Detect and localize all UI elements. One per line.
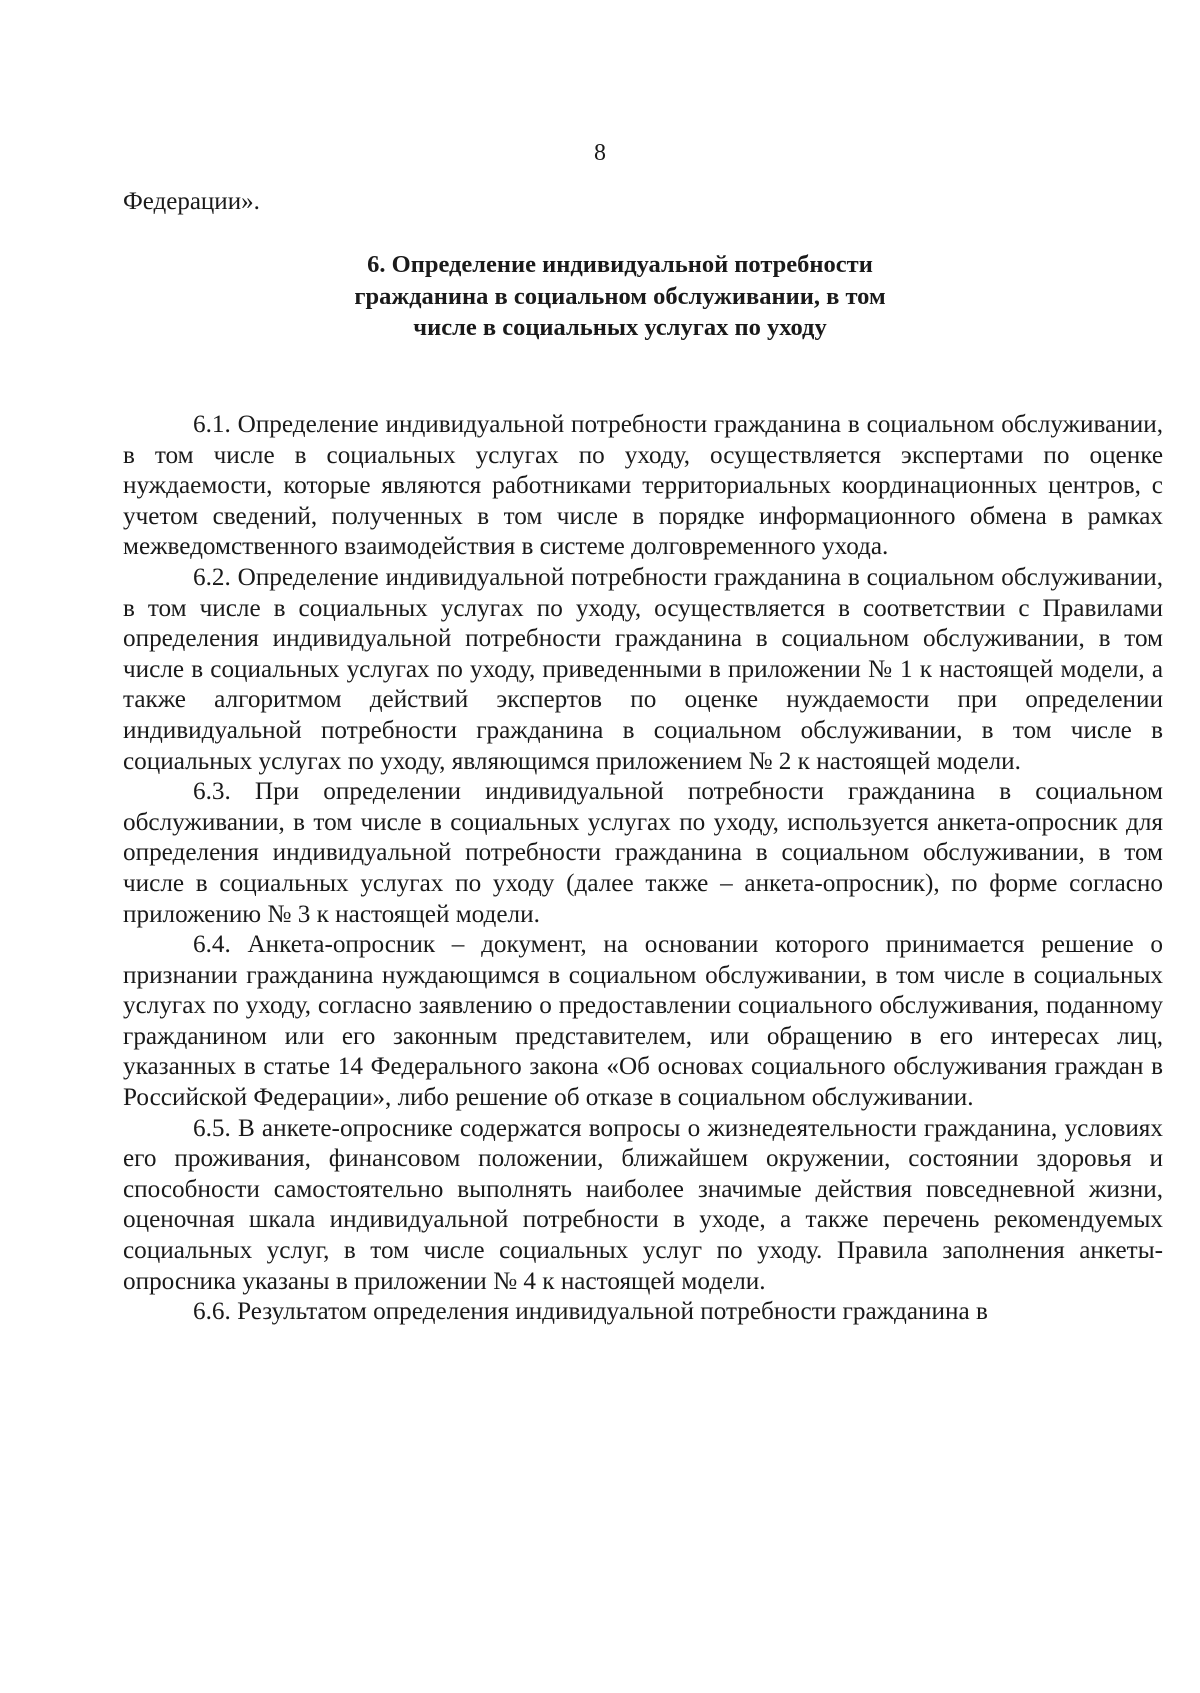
paragraph-6-5: 6.5. В анкете-опроснике содержатся вопросы о жизнедеятельности гражданина, условиях его проживания, финансовом положении, ближайшем окружении, состоянии здоровья и способности самостоятельно выполнять наиболее значимые действия повседневной жизни, оценочная шкала индивидуальной потребности в уходе, а также перечень рекомендуемых социальных услуг, в том числе социальных услуг по уходу. Правила заполнения анкеты-опросника указаны в приложении № 4 к настоящей модели. <box>123 1114 1163 1295</box>
paragraph-6-1: 6.1. Определение индивидуальной потребности гражданина в социальном обслуживании, в том числе в социальных услугах по уходу, осуществляется экспертами по оценке нуждаемости, которые являются работниками территориальных координационных центров, с учетом сведений, полученных в том числе в порядке информационного обмена в рамках межведомственного взаимодействия в системе долговременного ухода. <box>123 411 1163 561</box>
continuation-text: Федерации». <box>123 188 260 215</box>
paragraph-6-3: 6.3. При определении индивидуальной потребности гражданина в социальном обслуживании, в том числе в социальных услугах по уходу, используется анкета-опросник для определения индивидуальной потребности гражданина в социальном обслуживании, в том числе в социальных услугах по уходу (далее также – анкета-опросник), по форме согласно приложению № 3 к настоящей модели. <box>123 778 1163 928</box>
paragraph-6-2: 6.2. Определение индивидуальной потребности гражданина в социальном обслуживании, в том числе в социальных услугах по уходу, осуществляется в соответствии с Правилами определения индивидуальной потребности гражданина в социальном обслуживании, в том числе в социальных услугах по уходу, приведенными в приложении № 1 к настоящей модели, а также алгоритмом действий экспертов по оценке нуждаемости при определении индивидуальной потребности гражданина в социальном обслуживании, в том числе в социальных услугах по уходу, являющимся приложением № 2 к настоящей модели. <box>123 563 1163 775</box>
paragraph-6-6: 6.6. Результатом определения индивидуальной потребности гражданина в <box>193 1298 988 1326</box>
page-number: 8 <box>594 140 606 166</box>
paragraph-6-4: 6.4. Анкета-опросник – документ, на основании которого принимается решение о признании гражданина нуждающимся в социальном обслуживании, в том числе в социальных услугах по уходу, согласно заявлению о предоставлении социального обслуживания, поданному гражданином или его законным представителем, или обращению в его интересах лиц, указанных в статье 14 Федерального закона «Об основах социального обслуживания граждан в Российской Федерации», либо решение об отказе в социальном обслуживании. <box>123 931 1163 1112</box>
section-heading: 6. Определение индивидуальной потребности гражданина в социальном обслуживании, в том числе в социальных услугах по уходу <box>354 251 886 341</box>
body-text <box>123 410 1163 1328</box>
